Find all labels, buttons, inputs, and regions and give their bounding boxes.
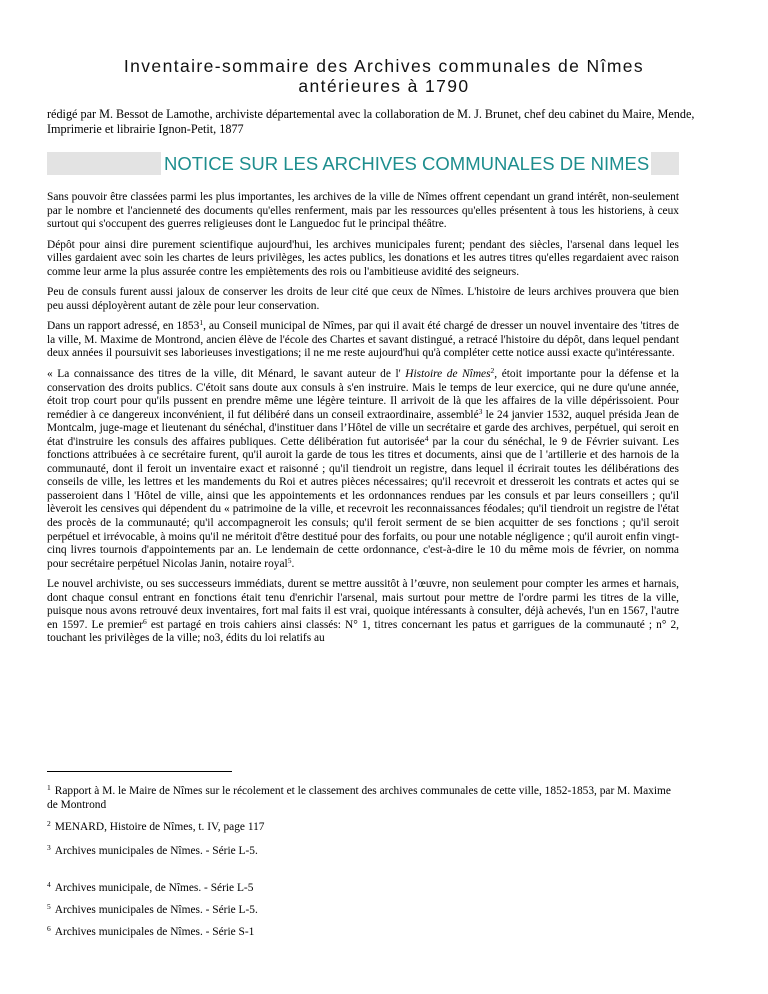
paragraph-text: Dans un rapport adressé, en 1853	[47, 320, 200, 333]
title-line-1: Inventaire-sommaire des Archives communales de Nîmes	[123, 56, 645, 76]
footnote	[47, 784, 679, 812]
paragraph: Sans pouvoir être classées parmi les plus importantes, les archives de la ville de Nîmes offrent cependant un grand intérêt, non-seulement par le nombre et l'ancienneté des documents qu'elles renferment, mais par les ressources qu'elles présentent à tous les historiens, à ceux surtout qui s'occupent des guerres religieuses dont le Languedoc fut le principal théâtre.	[47, 191, 679, 231]
paragraph	[47, 578, 679, 646]
footnote-number: 5	[47, 902, 51, 911]
title-line-2: antérieures à 1790	[298, 76, 470, 96]
paragraph-text: « La connaissance des titres de la ville, dit Ménard, le savant auteur de l'	[47, 368, 406, 381]
footnote-ref[interactable]: 3	[478, 406, 483, 416]
paragraph: Peu de consuls furent aussi jaloux de conserver les droits de leur cité que ceux de Nîmes. L'histoire de leurs archives prouvera que bien peu aussi déployèrent autant de zèle pour leur conservation.	[47, 286, 679, 312]
footnote-number: 1	[47, 783, 51, 792]
footnote-ref[interactable]: 6	[143, 616, 147, 626]
paragraph	[47, 368, 679, 571]
section-heading-banner	[47, 152, 679, 175]
footnote	[47, 820, 679, 834]
document-subtitle: rédigé par M. Bessot de Lamothe, archiviste départemental avec la collaboration de M. J. Brunet, chef deu cabinet du Maire, Mende, Imprimerie et librairie Ignon-Petit, 1877	[47, 107, 695, 136]
book-title: Histoire de Nîmes	[405, 368, 491, 381]
footnote-text: Rapport à M. le Maire de Nîmes sur le récolement et le classement des archives communales de cette ville, 1852-1853, par M. Maxime de Montrond	[47, 785, 671, 811]
paragraph-text: , au Conseil municipal de Nîmes, par qui il avait été chargé de dresser un nouvel inventaire des 'titres de la ville, M. Maxime de Montrond, ancien élève de l'école des Chartes et savant distingué, a retracé l'histoire du dépôt, dans lequel pendant deux années il poursuivit ses laborieuses investigations; il ne me reste aujourd'hui qu'à compléter cette notice aussi exacte qu'intéressante.	[47, 320, 679, 360]
footnote	[47, 881, 679, 895]
footnote-text: MENARD, Histoire de Nîmes, t. IV, page 117	[54, 821, 265, 833]
footnote	[47, 844, 679, 858]
document-body	[47, 191, 679, 653]
document-title	[40, 56, 728, 96]
footnote-separator	[47, 771, 232, 772]
paragraph-text: .	[291, 557, 295, 570]
paragraph-text: le 24 janvier 1532, auquel présida Jean de Montcalm, juge-mage et lieutenant du sénéchal, d'instituer dans l’Hôtel de ville un secrétaire et garde des archives, perpétuel, qui seroit en état d'instruire les consuls des affaires publiques. Cette délibération fut autorisée	[47, 408, 679, 448]
footnote-ref[interactable]: 4	[424, 433, 429, 443]
footnote	[47, 903, 679, 917]
footnote-number: 3	[47, 843, 51, 852]
section-heading: NOTICE SUR LES ARCHIVES COMMUNALES DE NIMES	[161, 152, 651, 175]
footnote-ref[interactable]: 5	[287, 555, 292, 565]
paragraph-text: Le nouvel archiviste, ou ses successeurs immédiats, durent se mettre aussitôt à l’œuvre, non seulement pour compter les armes et harnais, dont chaque consul entrant en fonctions était tenu d'enrichir l'arsenal, mais surtout pour mettre de l'ordre parmi les titres de la ville, puisque nous avons retrouvé deux inventaires, fort mal faits il est vrai, quoique intéressants à consulter, déjà achevés, l'un en 1567, l'autre en 1597. Le premier	[47, 578, 679, 631]
footnote-number: 6	[47, 924, 51, 933]
footnote-number: 2	[47, 819, 51, 828]
paragraph-text: est partagé en trois cahiers ainsi classés: N° 1, titres concernant les patus et garrigues de la communauté ; n° 2, touchant les privilèges de la ville; no3, édits du loi relatifs au	[47, 618, 680, 645]
footnote-number: 4	[47, 880, 51, 889]
footnote-ref[interactable]: 2	[490, 366, 495, 376]
paragraph: Dépôt pour ainsi dire purement scientifique aujourd'hui, les archives municipales furent; pendant des siècles, l'arsenal dans lequel les villes gardaient avec soin les chartes de leurs privilèges, les actes publics, les donations et les autres titres qu'elles regardaient avec raison comme leur arme la plus assurée contre les empiètements des rois ou l'ambitieuse avidité des seigneurs.	[47, 238, 679, 278]
paragraph-text: , étoit importante pour la défense et la conservation des droits publics. C'étoit sans doute aux consuls à s'en instruire. Mais le temps de leur exercice, qui ne dure qu'une année, étoit trop court pour qu'ils pussent en prendre même une légère teinture. Il arrivoit de là que les affaires de la ville dépérissoient. Pour remédier à ce dangereux inconvénient, il fut délibéré dans un conseil extraordinaire, assemblé	[47, 368, 679, 421]
footnote-text: Archives municipales de Nîmes. - Série S-1	[54, 926, 255, 938]
footnote-text: Archives municipale, de Nîmes. - Série L-5	[54, 882, 254, 894]
footnote	[47, 925, 679, 939]
footnote-ref[interactable]: 1	[199, 318, 204, 328]
footnote-text: Archives municipales de Nîmes. - Série L-5.	[54, 904, 258, 916]
paragraph-text: par la cour du sénéchal, le 9 de Février suivant. Les fonctions attribuées à ce secrétaire furent, qu'il auroit la garde de tous les titres et documents, ainsi que de l 'artillerie et des harnois de la communauté, dont il feroit un inventaire exact et raisonné ; qu'il tiendroit un registre, dans lequel il écrirait toutes les délibérations des conseils de ville, les lettres et les mandements du Roi et autres pièces nécessaires; qu'il recevroit et dresseroit les contrats et actes qui se passeroient dans l 'Hôtel de ville, ainsi que les appointements et les ordonnances rendues par les consuls et par leurs conseillers ; qu'il lèveroit les censives qui dépendent du « patrimoine de la ville, et recevroit les reconnaissances féodales; qu'il tiendroit un registre de l'état des procès de la communauté; qu'il accompagneroit les consuls; qu'il feroit serment de se bien acquitter de ses fonctions ; qu'il seroit perpétuel et irrévocable, à moins qu'il ne méritoit d'être destitué pour des forfaits, ou pour une notable négligence ; qu'il auroit enfin vingt-cinq livres tournois d'appointements par an. Le lendemain de cette ordonnance, c'est-à-dire le 10 du même mois de février, on nomma pour secrétaire perpétuel Nicolas Janin, notaire royal	[47, 435, 679, 570]
footnote-text: Archives municipales de Nîmes. - Série L-5.	[54, 845, 258, 857]
paragraph	[47, 320, 679, 361]
